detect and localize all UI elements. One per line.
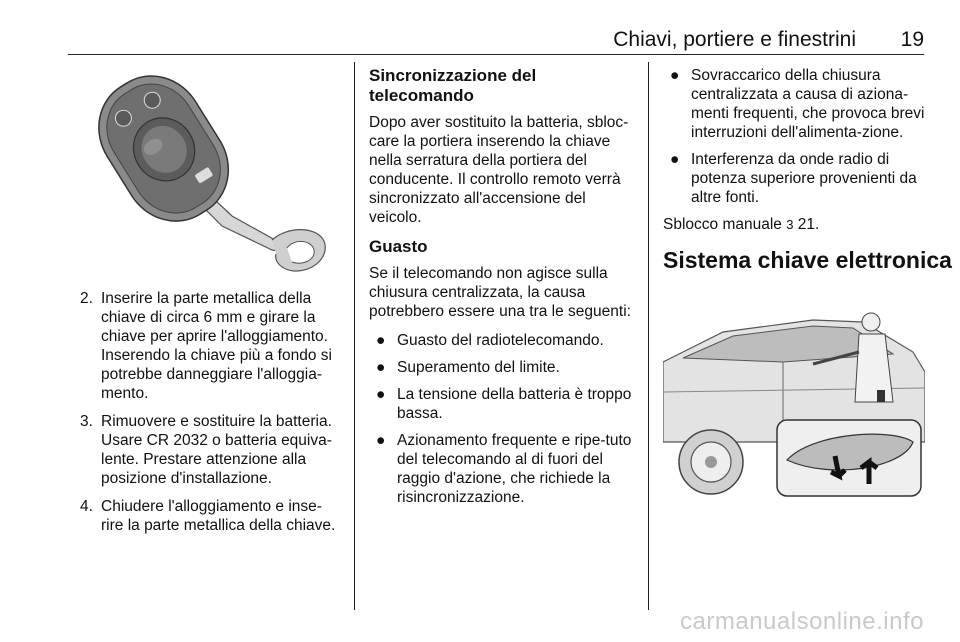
step-item: 2. Inserire la parte metallica della chiave di circa 6 mm e girare la chiave per aprire l'alloggiamento. Inserendo la chiave più a fondo si potrebbe danneggiare l'alloggia-mento. xyxy=(80,290,332,402)
step-item: 3. Rimuovere e sostituire la batteria. Usare CR 2032 o batteria equiva-lente. Prestare attenzione alla posizione d'installazione. xyxy=(80,413,332,487)
column-2 xyxy=(369,66,637,515)
header-rule xyxy=(68,54,924,55)
column-1 xyxy=(80,289,342,544)
column-divider-1 xyxy=(354,62,355,610)
section-title: Sistema chiave elettronica xyxy=(663,247,952,273)
paragraph-sync: Dopo aver sostituito la batteria, sbloc-care la portiera inserendo la chiave nella serratura della portiera del conducente. Il controllo remoto verrà sincronizzato all'accensione del veicolo. xyxy=(369,114,629,226)
car-door-handle-illustration xyxy=(663,292,925,500)
list-item: ● La tensione della batteria è troppo bassa. xyxy=(376,386,632,422)
manual-unlock-reference: Sblocco manuale 3 21. xyxy=(663,216,820,233)
page-reference-arrow-icon: 3 xyxy=(786,217,794,232)
page-header xyxy=(68,28,924,56)
fault-bullet-list xyxy=(369,331,637,507)
paragraph-fault: Se il telecomando non agisce sulla chiusura centralizzata, la causa potrebbero essere una tra le seguenti: xyxy=(369,265,631,320)
fault-bullet-list-cont xyxy=(663,66,929,207)
heading-sync: Sincronizzazione del telecomando xyxy=(369,66,537,105)
page-title: Chiavi, portiere e finestrini xyxy=(613,28,856,51)
page-number: 19 xyxy=(900,28,924,51)
list-item: ● Azionamento frequente e ripe-tuto del telecomando al di fuori del raggio d'azione, che richiede la risincronizzazione. xyxy=(376,432,632,506)
key-fob-illustration xyxy=(82,66,338,276)
column-divider-2 xyxy=(648,62,649,610)
list-item: ● Superamento del limite. xyxy=(376,359,560,376)
list-item: ● Sovraccarico della chiusura centralizzata a causa di aziona-menti frequenti, che provoca brevi interruzioni dell'alimenta-zione. xyxy=(670,67,925,141)
list-item: ● Guasto del radiotelecomando. xyxy=(376,332,604,349)
watermark: carmanualsonline.info xyxy=(680,608,924,635)
step-item: 4. Chiudere l'alloggiamento e inse-rire la parte metallica della chiave. xyxy=(80,498,336,534)
heading-fault: Guasto xyxy=(369,237,428,256)
column-3 xyxy=(663,66,952,280)
step-list xyxy=(80,289,342,535)
list-item: ● Interferenza da onde radio di potenza superiore provenienti da altre fonti. xyxy=(670,151,917,206)
